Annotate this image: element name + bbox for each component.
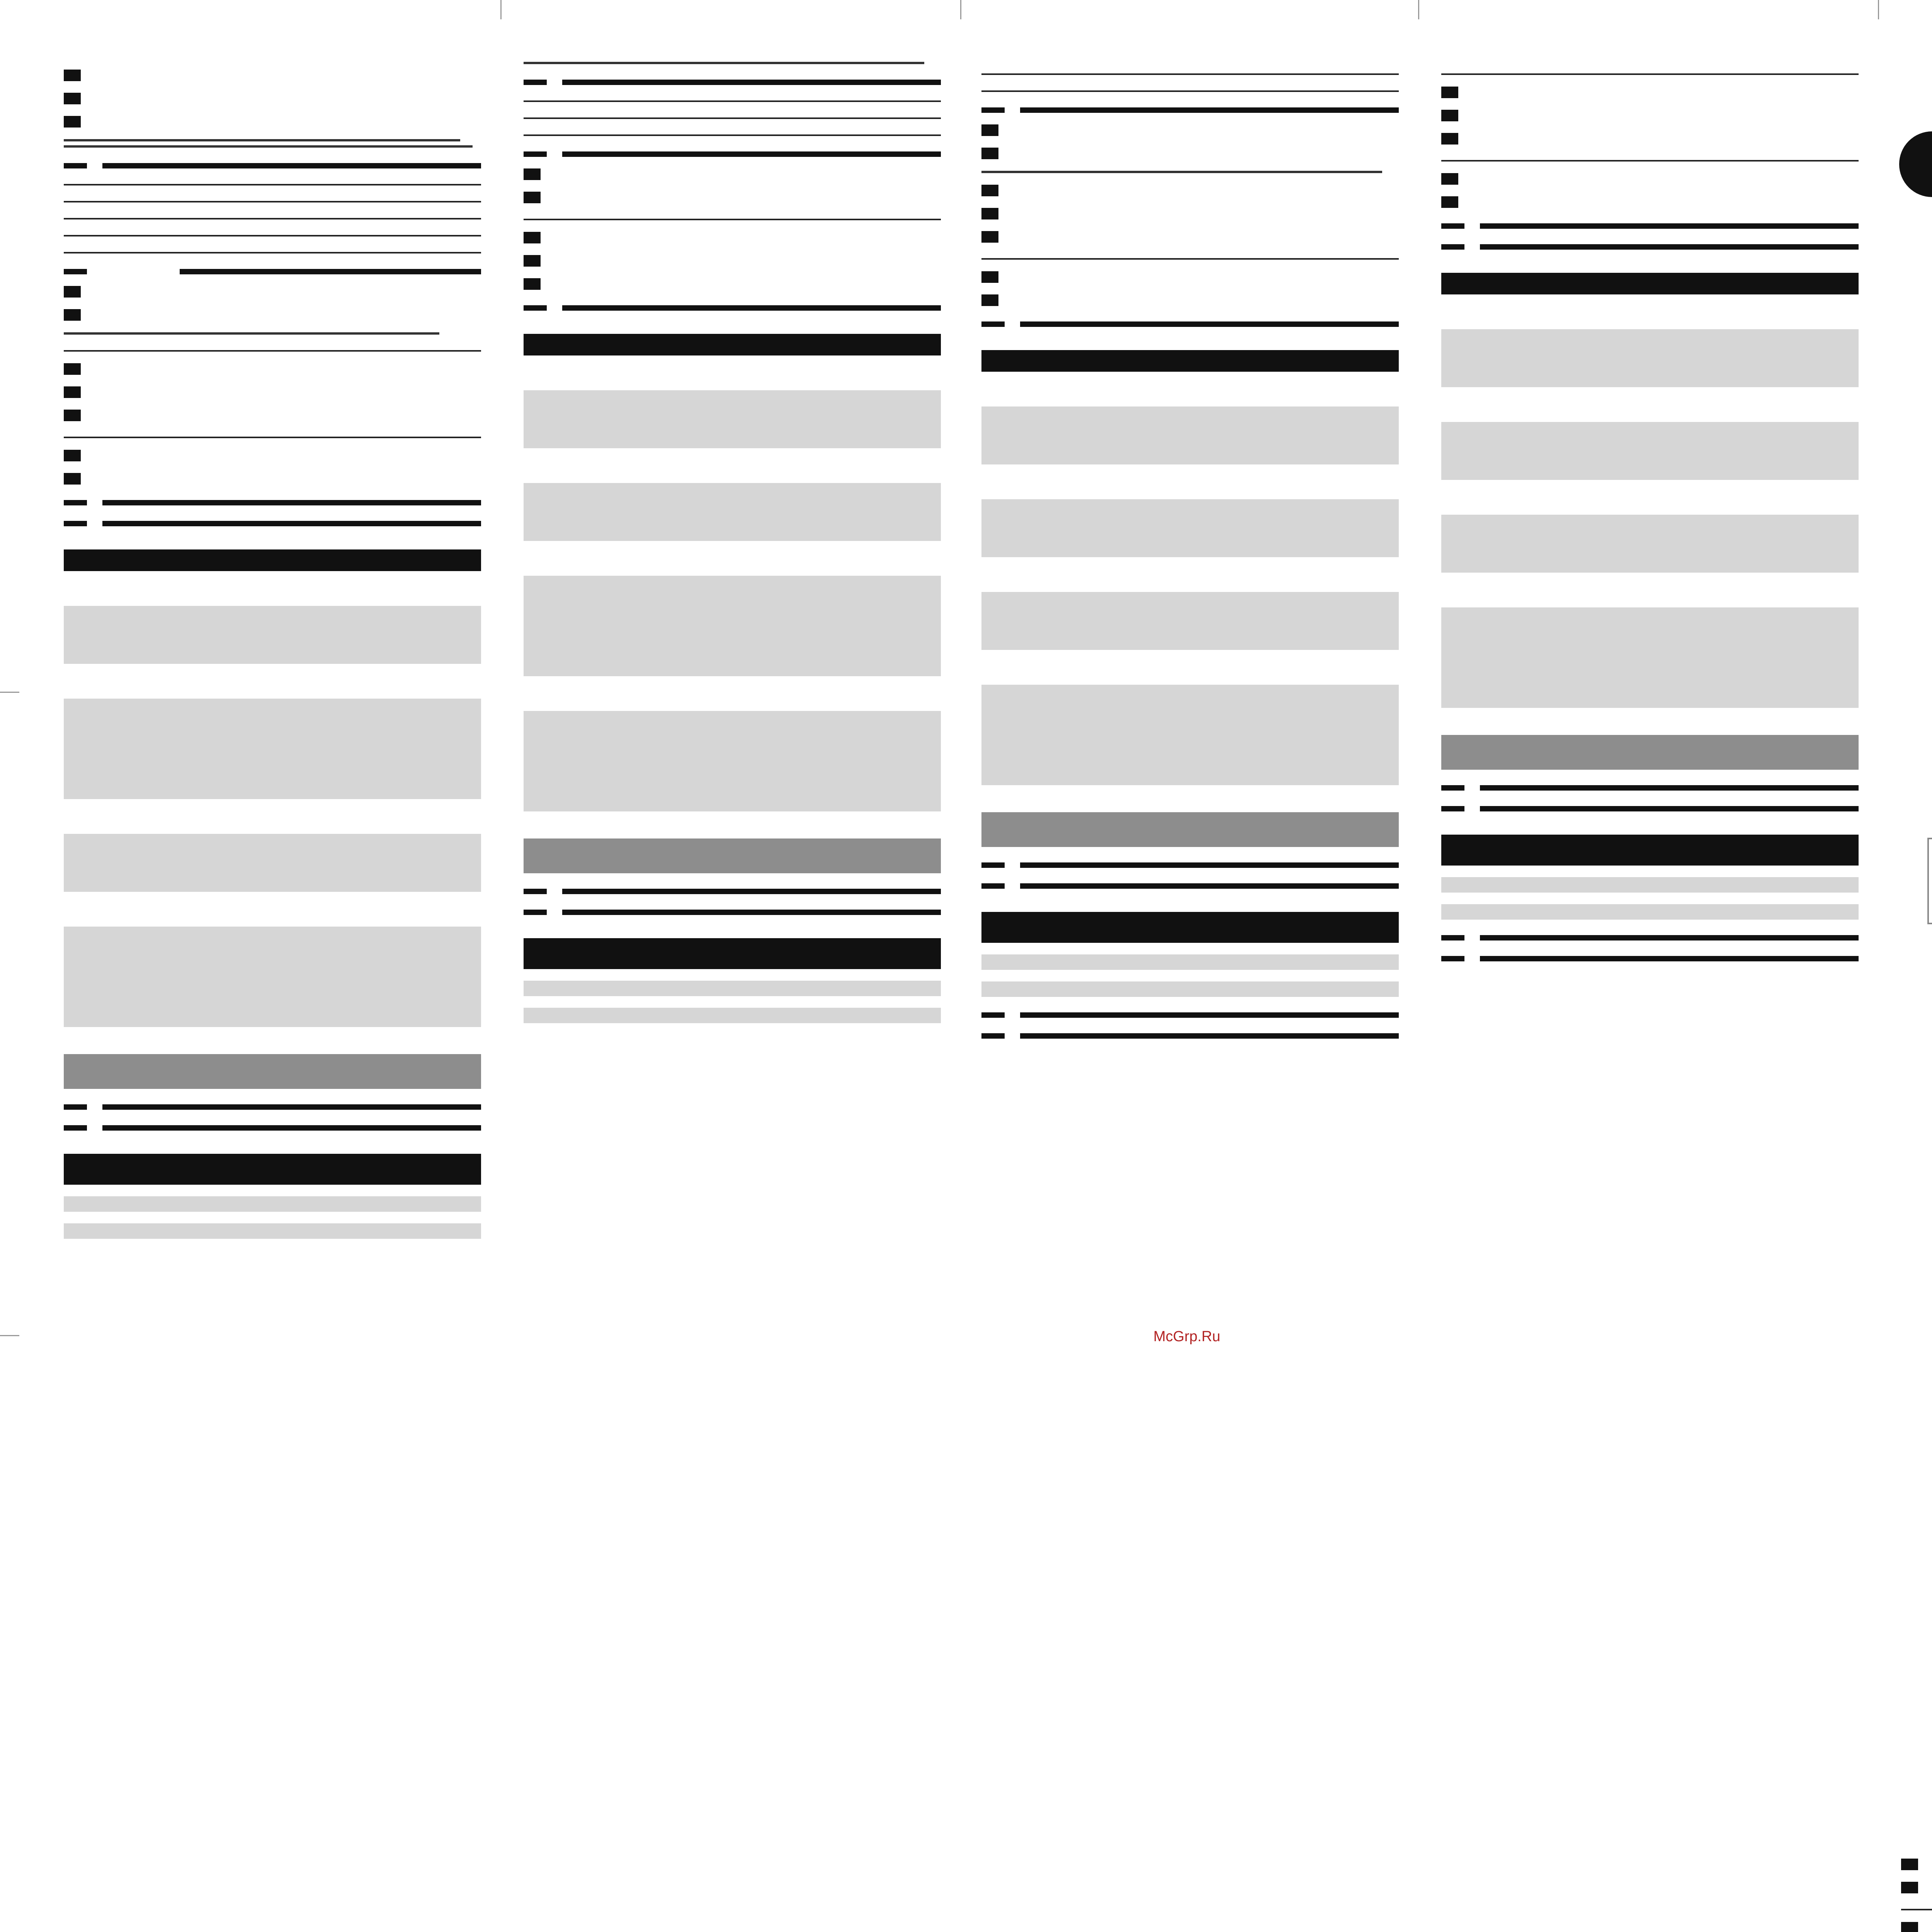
step-marker [64,286,81,298]
divider [1441,160,1859,162]
column-3 [981,58,1399,1932]
table-header [64,1154,481,1185]
step-marker [524,192,541,203]
divider [981,258,1399,260]
table-header [524,334,941,355]
table-footer [981,812,1399,847]
section-header [64,163,481,168]
table-header [64,549,481,571]
table-row [1441,607,1859,708]
table-header [524,938,941,969]
divider [1441,73,1859,75]
step-marker [1441,196,1458,208]
divider [64,252,481,253]
section-header [1441,785,1859,791]
table-row [981,592,1399,650]
step-marker [64,309,81,321]
divider [64,235,481,236]
table-row [524,1008,941,1023]
section-header [1441,956,1859,961]
section-header [524,80,941,85]
figure-9 [1895,1588,1932,1677]
text-line [981,171,1382,173]
section-header [1441,223,1859,229]
divider [64,201,481,202]
table-row [1441,877,1859,893]
section-header [981,862,1399,868]
iron-photo [1917,216,1932,471]
cut-mark [1418,0,1419,19]
step-marker [64,386,81,398]
divider [524,117,941,119]
step-marker [981,208,998,219]
step-marker [64,410,81,421]
section-header [524,910,941,915]
section-header [524,305,941,311]
figure-1 [1895,1372,1932,1461]
section-header [64,269,481,274]
table-footer [1441,735,1859,770]
product-diagram [1920,792,1932,1109]
step-marker [524,278,541,290]
step-marker [1901,1859,1918,1870]
table-row [1441,329,1859,387]
step-marker [524,232,541,243]
section-header [981,883,1399,889]
table-row [981,499,1399,557]
table-row [64,699,481,799]
column-1 [64,58,481,1932]
divider [1901,1909,1932,1910]
table-header [981,912,1399,943]
table-row [1441,904,1859,920]
section-header [64,1104,481,1110]
step-marker [1441,87,1458,98]
divider [524,219,941,220]
table-row [524,981,941,996]
step-marker [64,450,81,461]
section-header [64,1125,481,1131]
step-marker [64,363,81,375]
figure-5 [1895,1480,1932,1569]
step-marker [1901,1882,1918,1893]
table-row [524,390,941,448]
section-header [1441,806,1859,811]
table-row [981,685,1399,785]
step-marker [1441,173,1458,185]
step-marker [981,231,998,243]
table-row [64,834,481,892]
divider [64,218,481,219]
step-marker [524,168,541,180]
table-row [524,711,941,811]
table-header [1441,835,1859,866]
table-row [64,927,481,1027]
section-header [64,521,481,526]
section-header [1441,244,1859,250]
text-line [64,139,460,141]
divider [981,73,1399,75]
step-marker [981,185,998,196]
cut-mark [960,0,961,19]
divider [524,100,941,102]
section-header [1441,935,1859,940]
divider [981,90,1399,92]
table-row [64,606,481,664]
text-line [64,332,439,335]
section-header [64,500,481,505]
table-row [524,576,941,676]
step-marker [64,473,81,485]
section-header [981,321,1399,327]
step-marker [524,255,541,267]
table-header [1441,273,1859,294]
cover-text-block [1901,1847,1932,1932]
table-row [981,954,1399,970]
step-marker [64,70,81,81]
step-marker [1441,110,1458,121]
table-row [64,1196,481,1212]
divider [64,184,481,185]
column-2 [524,58,941,1932]
table-header [981,350,1399,372]
step-marker [64,93,81,104]
step-marker [1441,133,1458,145]
step-marker [981,148,998,159]
table-footer [524,838,941,873]
badge [1899,131,1932,197]
step-marker [981,124,998,136]
step-marker [981,294,998,306]
divider [524,134,941,136]
column-4 [1441,58,1859,1932]
table-footer [64,1054,481,1089]
table-row [1441,422,1859,480]
section-header [981,1012,1399,1018]
cut-mark [500,0,502,19]
table-row [981,981,1399,997]
watermark: McGrp.Ru [1153,1328,1221,1345]
section-header [524,151,941,157]
table-row [524,483,941,541]
section-header [981,1033,1399,1039]
text-line [64,145,473,148]
divider [64,437,481,438]
step-marker [981,271,998,283]
divider [64,350,481,352]
figure-13 [1895,1696,1932,1785]
section-header [981,107,1399,113]
table-row [981,406,1399,464]
cut-mark [0,692,19,693]
cut-mark [1878,0,1879,19]
section-header [524,889,941,894]
step-marker [1901,1922,1918,1932]
step-marker [64,116,81,128]
table-row [64,1223,481,1239]
cut-mark [0,1335,19,1336]
table-row [1441,515,1859,573]
text-line [524,62,924,64]
